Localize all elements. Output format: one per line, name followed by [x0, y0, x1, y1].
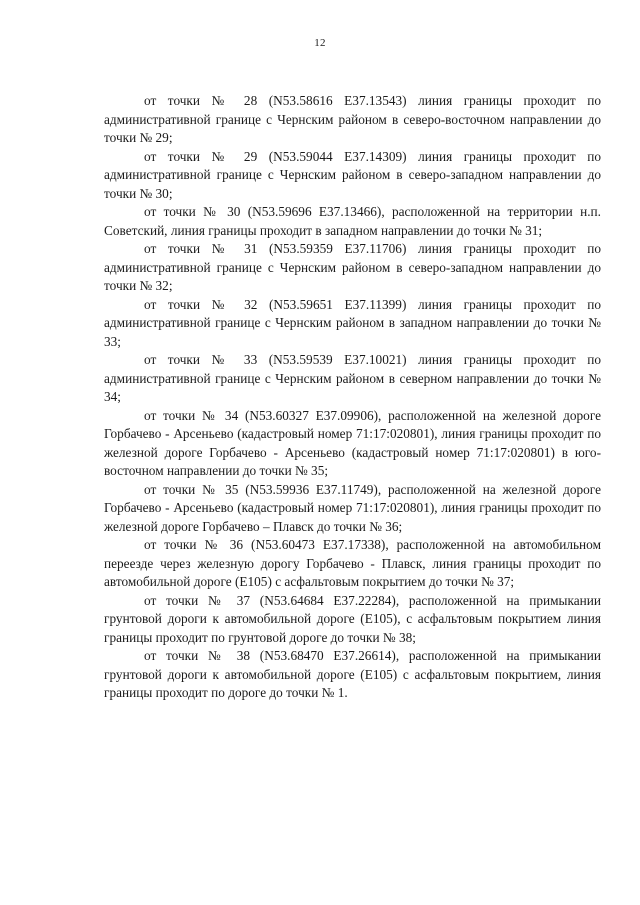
paragraph-point-38: от точки № 38 (N53.68470 E37.26614), расположенной на примыкании грунтовой дороги к автомобильной дороге (Е105) с асфальтовым покрытием, линия границы проходит по дороге до точки № 1. [104, 648, 601, 700]
paragraph-point-33: от точки № 33 (N53.59539 E37.10021) линия границы проходит по административной границе с Чернским районом в северном направлении до точки № 34; [104, 352, 601, 404]
paragraph-point-31: от точки № 31 (N53.59359 E37.11706) линия границы проходит по административной границе с Чернским районом в северо-западном направлении до точки № 32; [104, 241, 601, 293]
paragraph-point-32: от точки № 32 (N53.59651 E37.11399) линия границы проходит по административной границе с Чернским районом в западном направлении до точки № 33; [104, 296, 601, 349]
paragraph-point-35: от точки № 35 (N53.59936 E37.11749), расположенной на железной дороге Горбачево - Арсеньево (кадастровый номер 71:17:020801), линия границы проходит по железной дороге Горбачево – Плавск до точки № 36; [104, 481, 601, 534]
paragraph-point-36: от точки № 36 (N53.60473 E37.17338), расположенной на автомобильном переезде через железную дорогу Горбачево - Плавск, линия границы проходит по автомобильной дороге (Е105) с асфальтовым покрытием до точки № 37; [104, 537, 601, 589]
page-number: 12 [314, 37, 326, 49]
paragraph-point-34: от точки № 34 (N53.60327 E37.09906), расположенной на железной дороге Горбачево - Арсеньево (кадастровый номер 71:17:020801), линия границы проходит по железной дороге Горбачево - Арсеньево (кадастровый номер 71:17:020801) в юго-восточном направлении до точки № 35; [104, 407, 601, 478]
paragraph-point-37: от точки № 37 (N53.64684 E37.22284), расположенной на примыкании грунтовой дороги к автомобильной дороге (Е105), с асфальтовым покрытием линия границы проходит по грунтовой дороге до точки № 38; [104, 592, 601, 645]
document-body [104, 92, 601, 703]
paragraph-point-28: от точки № 28 (N53.58616 E37.13543) линия границы проходит по административной границе с Чернским районом в северо-восточном направлении до точки № 29; [104, 93, 601, 145]
paragraph-point-30: от точки № 30 (N53.59696 E37.13466), расположенной на территории н.п. Советский, линия границы проходит в западном направлении до точки № 31; [104, 204, 601, 238]
paragraph-point-29: от точки № 29 (N53.59044 E37.14309) линия границы проходит по административной границе с Чернским районом в северо-западном направлении до точки № 30; [104, 148, 601, 201]
